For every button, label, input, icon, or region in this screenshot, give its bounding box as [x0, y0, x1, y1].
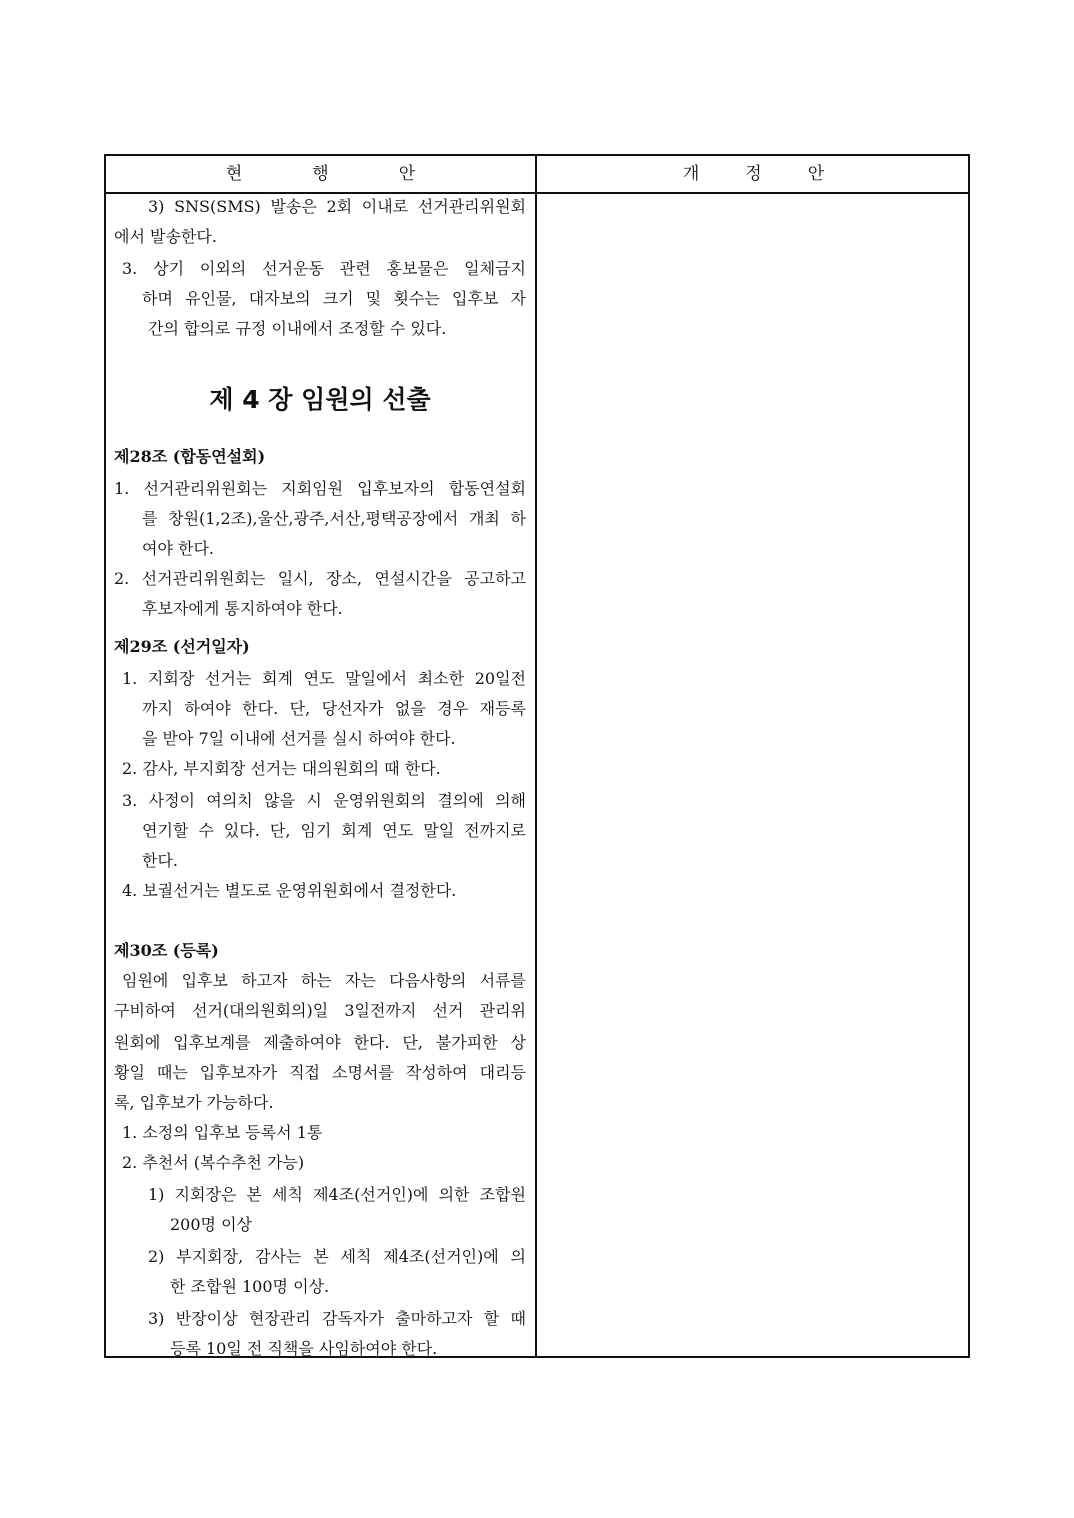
header-current-char: 현 [225, 164, 243, 184]
header-current [106, 156, 535, 192]
header-revised-char: 안 [807, 164, 825, 184]
header-revised [537, 156, 970, 192]
text-line: 하며 유인물, 대자보의 크기 및 횟수는 입후보 자 [142, 289, 526, 308]
text-line: 구비하여 선거(대의원회의)일 3일전까지 선거 관리위 [114, 1001, 526, 1020]
text-line: 황일 때는 입후보자가 직접 소명서를 작성하여 대리등 [114, 1063, 526, 1082]
header-revised-char: 정 [745, 164, 762, 184]
text-line: 한 조합원 100명 이상. [170, 1277, 330, 1296]
text-line: 3) SNS(SMS) 발송은 2회 이내로 선거관리위원회 [148, 197, 526, 216]
header-current-char: 안 [398, 164, 416, 184]
text-line: 연기할 수 있다. 단, 임기 회계 연도 말일 전까지로 [142, 821, 526, 840]
article-title: 제30조 (등록) [114, 941, 219, 960]
text-line: 4. 보궐선거는 별도로 운영위원회에서 결정한다. [122, 881, 457, 900]
header-revised-char: 개 [682, 164, 700, 184]
chapter-heading: 제 4 장 임원의 선출 [209, 385, 431, 414]
text-line: 여야 한다. [142, 539, 214, 558]
text-line: 1. 지회장 선거는 회계 연도 말일에서 최소한 20일전 [122, 669, 526, 688]
text-line: 1. 선거관리위원회는 지회임원 입후보자의 합동연설회 [114, 479, 526, 498]
comparison-table [104, 154, 970, 1358]
header-current-char: 행 [312, 164, 329, 184]
text-line: 1) 지회장은 본 세칙 제4조(선거인)에 의한 조합원 [148, 1185, 526, 1204]
revised-column [537, 194, 968, 1356]
text-line: 3. 사정이 여의치 않을 시 운영위원회의 결의에 의해 [122, 791, 526, 810]
text-line: 록, 입후보가 가능하다. [114, 1093, 274, 1112]
text-line: 2. 감사, 부지회장 선거는 대의원회의 때 한다. [122, 759, 441, 778]
text-line: 200명 이상 [170, 1215, 252, 1234]
text-line: 2) 부지회장, 감사는 본 세칙 제4조(선거인)에 의 [148, 1247, 526, 1266]
text-line: 후보자에게 통지하여야 한다. [142, 599, 343, 618]
text-line: 3) 반장이상 현장관리 감독자가 출마하고자 할 때 [148, 1309, 526, 1328]
text-line: 간의 합의로 규정 이내에서 조정할 수 있다. [148, 319, 447, 338]
text-line: 을 받아 7일 이내에 선거를 실시 하여야 한다. [142, 729, 456, 748]
text-line: 원회에 입후보계를 제출하여야 한다. 단, 불가피한 상 [114, 1033, 526, 1052]
text-line: 3. 상기 이외의 선거운동 관련 홍보물은 일체금지 [122, 259, 526, 278]
text-line: 2. 추천서 (복수추천 가능) [122, 1153, 305, 1172]
text-line: 까지 하여야 한다. 단, 당선자가 없을 경우 재등록 [142, 699, 526, 718]
text-line: 2. 선거관리위원회는 일시, 장소, 연설시간을 공고하고 [114, 569, 526, 588]
text-line: 등록 10일 전 직책을 사임하여야 한다. [170, 1339, 438, 1358]
text-line: 임원에 입후보 하고자 하는 자는 다음사항의 서류를 [122, 971, 526, 990]
article-title: 제28조 (합동연설회) [114, 447, 266, 466]
text-line: 1. 소정의 입후보 등록서 1통 [122, 1123, 323, 1142]
text-line: 에서 발송한다. [114, 227, 217, 246]
text-line: 한다. [142, 851, 178, 870]
text-line: 를 창원(1,2조),울산,광주,서산,평택공장에서 개최 하 [142, 509, 526, 528]
article-title: 제29조 (선거일자) [114, 637, 250, 656]
